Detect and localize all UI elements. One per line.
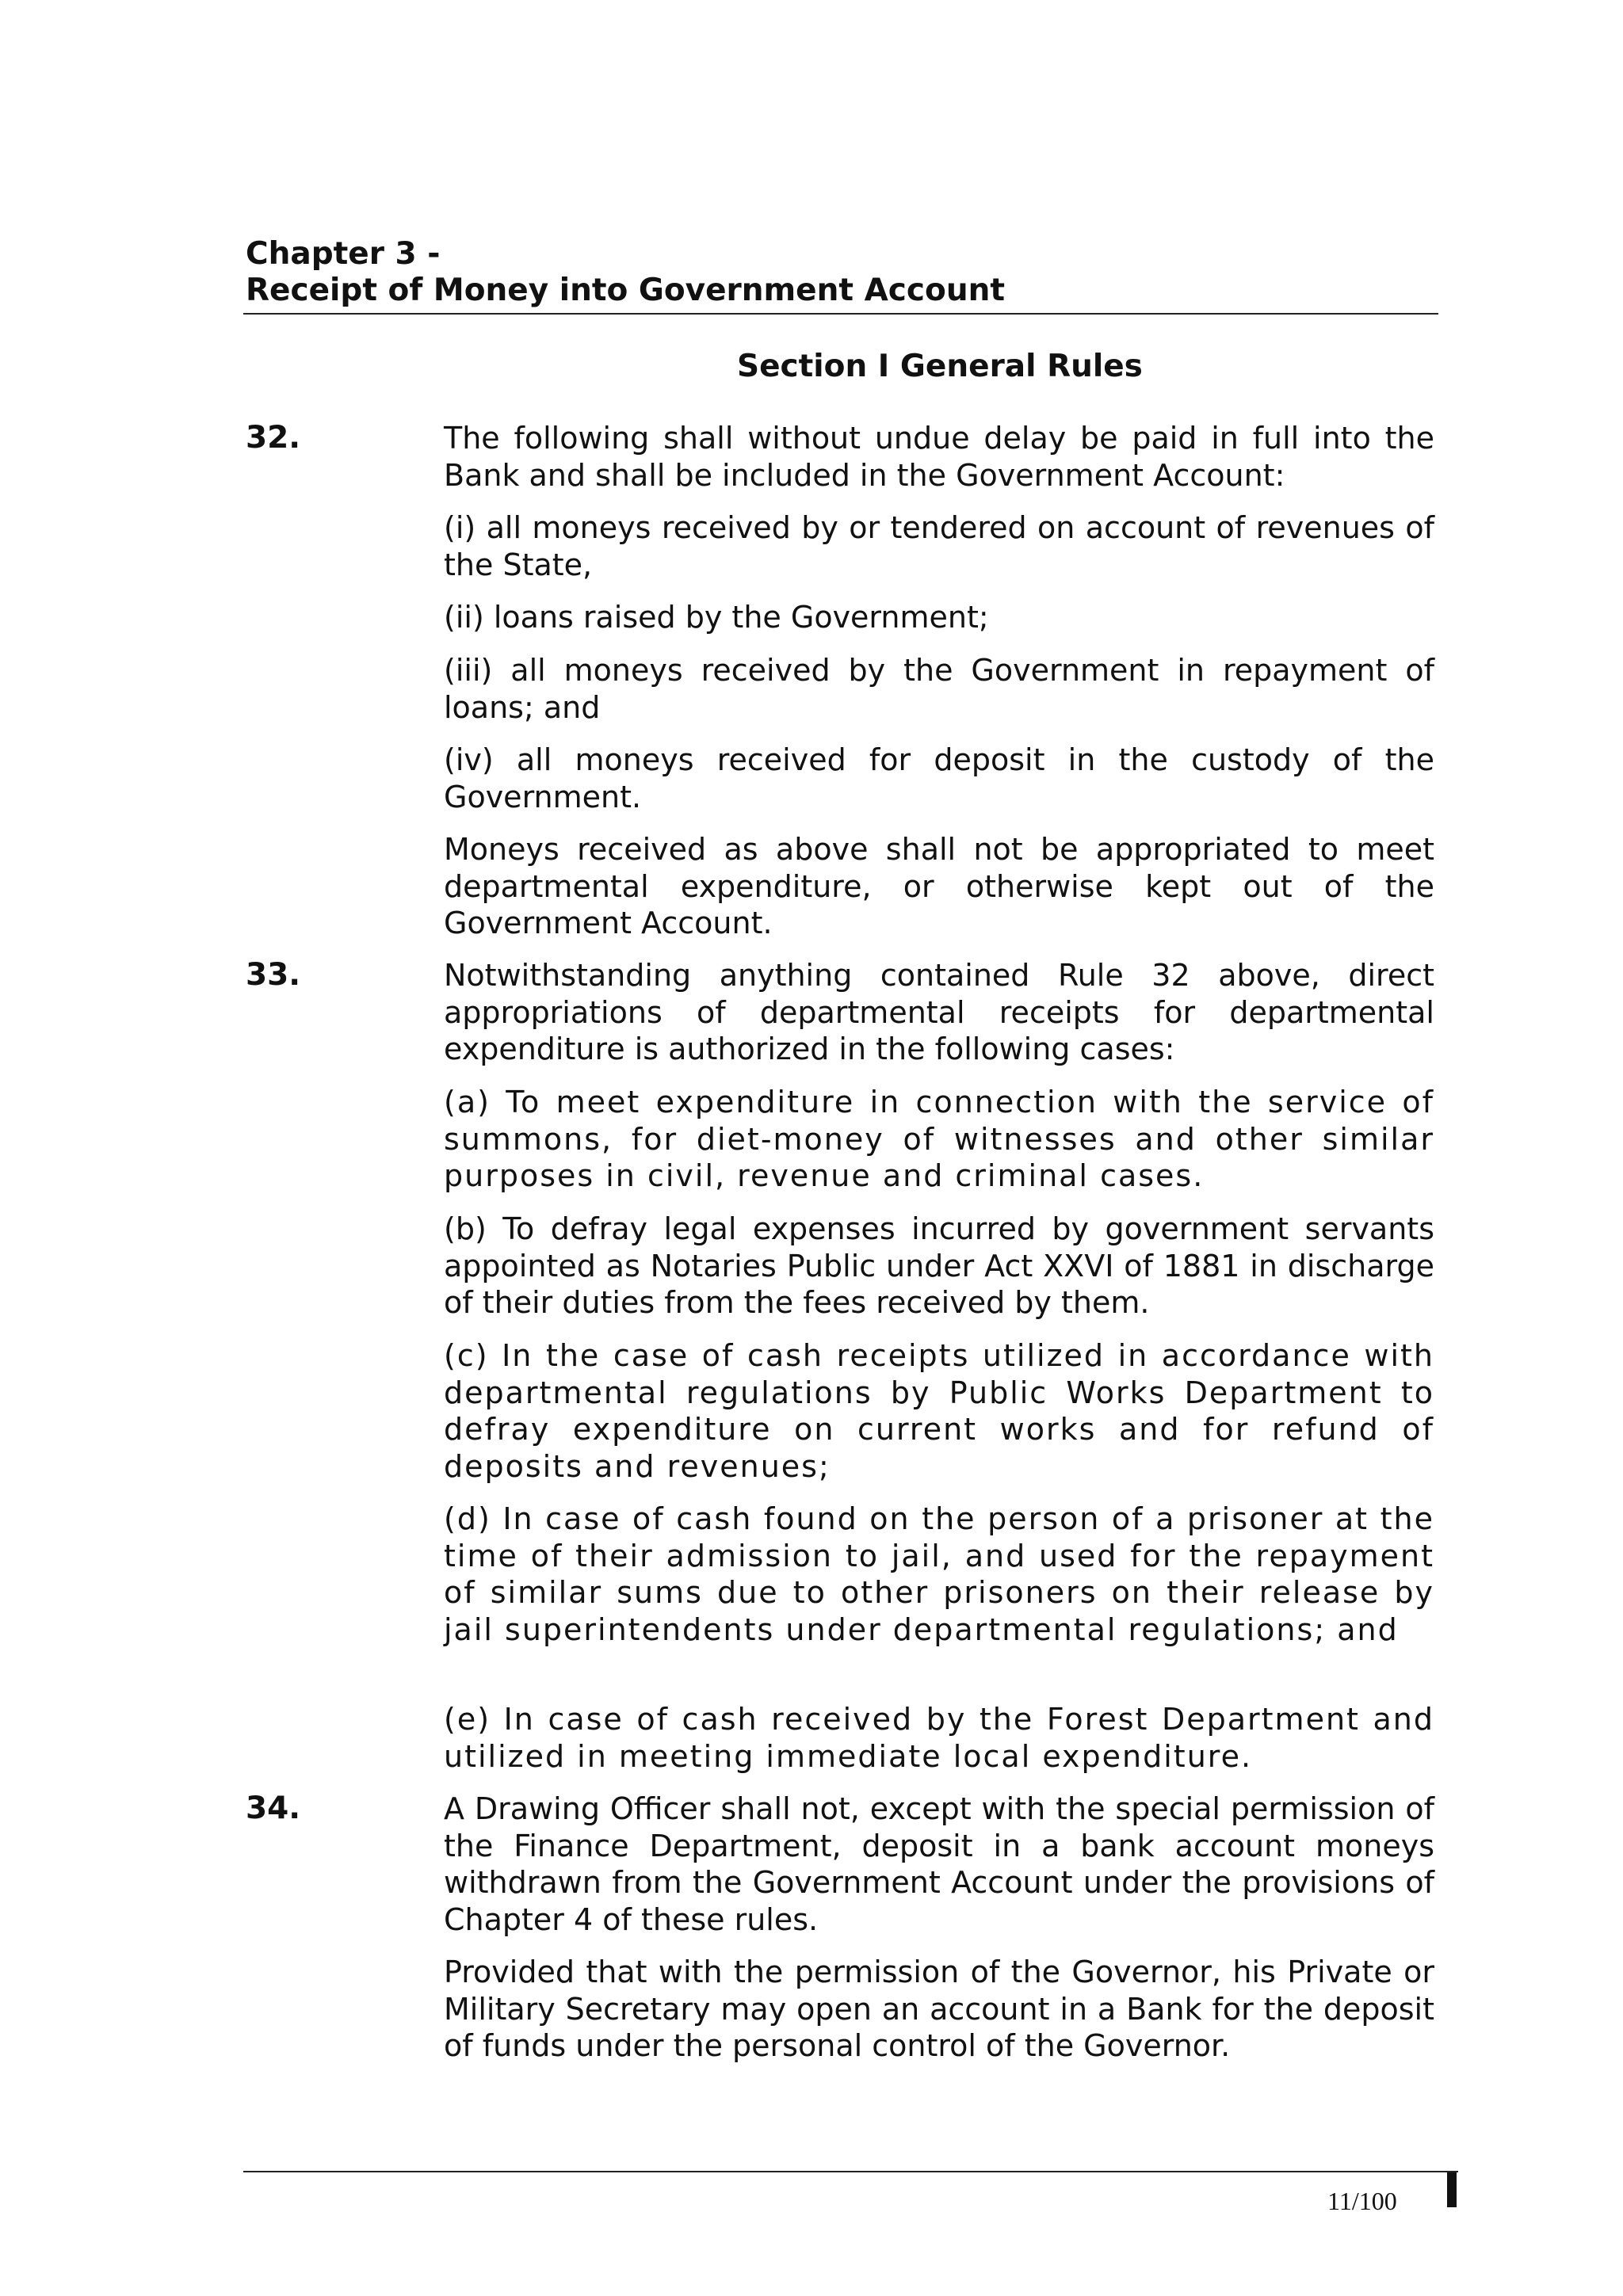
rule-33-intro: Notwithstanding anything contained Rule 32 above, direct appropriations of departmental receipts for departmental expenditure is authorized in the following cases: (444, 958, 1434, 1066)
chapter-heading (246, 236, 1434, 309)
chapter-number: Chapter 3 - (246, 236, 441, 272)
rule-32-item-ii: (ii) loans raised by the Government; (444, 600, 989, 635)
rule-32-closing: Moneys received as above shall not be appropriated to meet departmental expenditure, or otherwise kept out of the Government Account. (444, 832, 1434, 940)
page-marker-bar (1447, 2172, 1457, 2207)
rule-32-number: 32. (246, 420, 301, 456)
footer-divider (243, 2171, 1458, 2172)
rule-32-item-iii: (iii) all moneys received by the Government in repayment of loans; and (444, 653, 1434, 725)
chapter-title: Receipt of Money into Government Account (246, 273, 1005, 308)
rule-32-item-iv: (iv) all moneys received for deposit in the custody of the Government. (444, 742, 1434, 814)
rule-33-number: 33. (246, 957, 301, 993)
rule-33-item-c: (c) In the case of cash receipts utilized in accordance with departmental regulations by Public Works Department to defray expenditure on current works and for refund of deposits and revenues; (444, 1338, 1434, 1484)
rule-32-item-i: (i) all moneys received by or tendered on account of revenues of the State, (444, 510, 1434, 582)
rule-33-item-d: (d) In case of cash found on the person of a prisoner at the time of their admission to jail, and used for the repayment of similar sums due to other prisoners on their release by jail superintendents under departmental regulations; and (444, 1501, 1434, 1647)
rule-33-item-e: (e) In case of cash received by the Forest Department and utilized in meeting immediate local expenditure. (444, 1702, 1434, 1774)
rule-34-number: 34. (246, 1791, 301, 1826)
header-divider (243, 313, 1438, 315)
rule-32-intro: The following shall without undue delay be paid in full into the Bank and shall be included in the Government Account: (444, 421, 1434, 493)
rule-33-item-b: (b) To defray legal expenses incurred by government servants appointed as Notaries Public under Act XXVI of 1881 in discharge of their duties from the fees received by them. (444, 1211, 1434, 1320)
rule-34-proviso: Provided that with the permission of the Governor, his Private or Military Secretary may open an account in a Bank for the deposit of funds under the personal control of the Governor. (444, 1955, 1434, 2063)
section-title: Section I General Rules (737, 349, 1143, 384)
rule-34-intro: A Drawing Officer shall not, except with the special permission of the Finance Department, deposit in a bank account moneys withdrawn from the Government Account under the provisions of Chapter 4 of these rules. (444, 1791, 1434, 1937)
page-number: 11/100 (1327, 2187, 1397, 2215)
rule-33-item-a: (a) To meet expenditure in connection with the service of summons, for diet-money of witnesses and other similar purposes in civil, revenue and criminal cases. (444, 1085, 1434, 1193)
